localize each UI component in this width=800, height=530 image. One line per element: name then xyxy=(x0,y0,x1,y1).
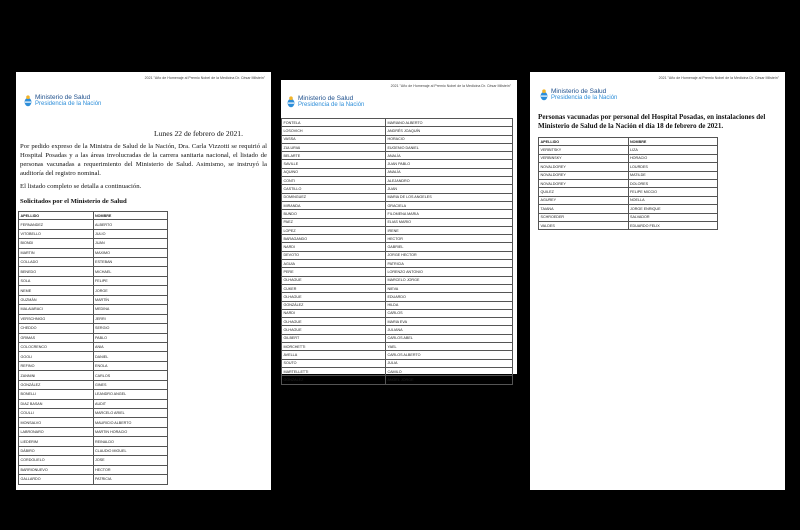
table-row xyxy=(282,367,513,375)
surname-cell: BENEDO xyxy=(19,267,94,276)
logo-presidency: Presidencia de la Nación xyxy=(298,102,365,109)
surname-cell: VASSA xyxy=(282,135,386,143)
table-row xyxy=(282,260,513,268)
column-header-apellido: APELLIDO xyxy=(19,212,94,220)
table-row xyxy=(282,193,513,201)
name-cell: MARCELO JORGE xyxy=(385,276,512,284)
table-row xyxy=(19,333,168,342)
name-cell: JULIO xyxy=(93,229,168,238)
surname-cell: PERE xyxy=(282,268,386,276)
table-row xyxy=(282,376,513,384)
name-cell: MARIA EVA xyxy=(385,318,512,326)
logo-presidency: Presidencia de la Nación xyxy=(551,95,618,102)
surname-cell: CASTILLO xyxy=(282,185,386,193)
surname-cell: ZANNINI xyxy=(19,371,94,380)
name-cell: MATILDE xyxy=(628,171,718,179)
name-cell: JORGE xyxy=(93,286,168,295)
table-row xyxy=(282,177,513,185)
table-row xyxy=(19,437,168,446)
document-page-2 xyxy=(281,80,517,382)
surname-cell: GILBERT xyxy=(282,334,386,342)
name-cell: PABLO xyxy=(93,333,168,342)
table-row xyxy=(282,309,513,317)
surname-cell: VITOBELLO xyxy=(19,229,94,238)
coat-of-arms-icon xyxy=(287,96,295,108)
table-row xyxy=(282,268,513,276)
vaccinated-table-3 xyxy=(538,137,718,230)
table-row xyxy=(539,221,718,229)
name-cell: JOSE xyxy=(93,456,168,465)
ministry-logo xyxy=(287,95,364,109)
surname-cell: PAEZ xyxy=(282,218,386,226)
surname-cell: VERSCHNIGG xyxy=(19,314,94,323)
name-cell: MARTÍN xyxy=(93,295,168,304)
table-row xyxy=(539,154,718,162)
name-cell: ANDRÉS JOAQUÍN xyxy=(385,127,512,135)
table-row xyxy=(282,251,513,259)
name-cell: ANALÍA xyxy=(385,152,512,160)
surname-cell: NEME xyxy=(19,286,94,295)
name-cell: CARLOS xyxy=(93,371,168,380)
name-cell: DANIEL xyxy=(93,352,168,361)
logo-presidency: Presidencia de la Nación xyxy=(35,101,102,108)
name-cell: SERGIO xyxy=(93,324,168,333)
table-row xyxy=(19,456,168,465)
name-cell: MARTIN HORACIO xyxy=(93,427,168,436)
name-cell: GINES xyxy=(93,380,168,389)
name-cell: EDUARDO xyxy=(385,293,512,301)
name-cell: CARLOS xyxy=(385,309,512,317)
surname-cell: BELARTE xyxy=(282,152,386,160)
name-cell: JULIA xyxy=(385,359,512,367)
name-cell: CLAUDIO MIGUEL xyxy=(93,446,168,455)
table-row xyxy=(282,168,513,176)
surname-cell: BIONDI xyxy=(19,239,94,248)
table-row xyxy=(282,293,513,301)
document-page-1 xyxy=(16,72,271,490)
surname-cell: NOVALDOREY xyxy=(539,163,629,171)
name-cell: MAURICIO ALBERTO xyxy=(93,418,168,427)
surname-cell: DOMINGUEZ xyxy=(282,193,386,201)
surname-cell: OLHAGUE xyxy=(282,326,386,334)
surname-cell: NARDI xyxy=(282,309,386,317)
table-row xyxy=(282,243,513,251)
name-cell: ELIAS MARIO xyxy=(385,218,512,226)
table-row xyxy=(282,235,513,243)
table-row xyxy=(19,427,168,436)
surname-cell: ZULURIAI xyxy=(282,143,386,151)
table-row xyxy=(539,188,718,196)
logo-ministry: Ministerio de Salud xyxy=(551,88,607,95)
name-cell: AUDIT xyxy=(93,399,168,408)
table-row xyxy=(19,418,168,427)
table-row xyxy=(19,239,168,248)
name-cell: YAEL xyxy=(385,343,512,351)
table-row xyxy=(19,352,168,361)
surname-cell: DIAZ BASAN xyxy=(19,399,94,408)
name-cell: MEDINA xyxy=(93,305,168,314)
vaccinated-table-2 xyxy=(281,118,513,385)
table-row xyxy=(19,314,168,323)
table-row xyxy=(19,475,168,484)
name-cell: CAMILO xyxy=(385,367,512,375)
section-title: Personas vacunadas por personal del Hospital Posadas, en instalaciones del Ministerio de Salud de la Nación el día 18 de febrero de 2021. xyxy=(538,113,766,130)
table-row xyxy=(539,163,718,171)
surname-cell: DÁBIRO xyxy=(19,446,94,455)
logo-ministry: Ministerio de Salud xyxy=(35,94,91,101)
surname-cell: QUILEZ xyxy=(539,188,629,196)
name-cell: JULIANA xyxy=(385,326,512,334)
name-cell: ANGEL JORGE xyxy=(385,376,512,384)
vaccinated-table-1 xyxy=(18,211,168,485)
table-row xyxy=(19,220,168,229)
surname-cell: MARTELLETTI xyxy=(282,367,386,375)
surname-cell: CUKER xyxy=(282,284,386,292)
name-cell: NIEVA xyxy=(385,284,512,292)
table-row xyxy=(282,301,513,309)
table-row xyxy=(282,218,513,226)
surname-cell: TAIANA xyxy=(539,205,629,213)
name-cell: HECTOR xyxy=(93,465,168,474)
document-page-3 xyxy=(530,72,785,490)
surname-cell: BONELLI xyxy=(19,390,94,399)
name-cell: JERRI xyxy=(93,314,168,323)
name-cell: JUAN xyxy=(385,185,512,193)
name-cell: GRACIELA xyxy=(385,201,512,209)
name-cell: PATRICIA xyxy=(93,475,168,484)
table-row xyxy=(282,127,513,135)
logo-ministry: Ministerio de Salud xyxy=(298,95,354,102)
page-header: 2021 "Año de Homenaje al Premio Nobel de la Medicina Dr. César Milstein" xyxy=(390,84,511,88)
name-cell: ALEJANDRO xyxy=(385,177,512,185)
surname-cell: LIEDERIM xyxy=(19,437,94,446)
name-cell: HECTOR xyxy=(385,235,512,243)
name-cell: CARLOS ABEL xyxy=(385,334,512,342)
table-row xyxy=(19,399,168,408)
name-cell: REINALDO xyxy=(93,437,168,446)
name-cell: NOELLA xyxy=(628,196,718,204)
column-header-nombre: NOMBRE xyxy=(628,138,718,146)
surname-cell: CHEDDO xyxy=(19,324,94,333)
table-row xyxy=(19,465,168,474)
name-cell: ANALÍA xyxy=(385,168,512,176)
surname-cell: AQUINO xyxy=(282,168,386,176)
surname-cell: AGUIA xyxy=(282,260,386,268)
surname-cell: GOOLI xyxy=(19,352,94,361)
surname-cell: MALAIARACI xyxy=(19,305,94,314)
surname-cell: VALDES xyxy=(539,221,629,229)
surname-cell: OLHAGUE xyxy=(282,293,386,301)
name-cell: MARCELO ARIEL xyxy=(93,409,168,418)
surname-cell: COLLADO xyxy=(19,258,94,267)
table-row xyxy=(19,390,168,399)
surname-cell: AGUREY xyxy=(539,196,629,204)
surname-cell: VERBINSKY xyxy=(539,154,629,162)
name-cell: EUGENIO DANIEL xyxy=(385,143,512,151)
surname-cell: DEVOTO xyxy=(282,251,386,259)
name-cell: JUAN PABLO xyxy=(385,160,512,168)
name-cell: FELIPE MICCIO xyxy=(628,188,718,196)
ministry-logo xyxy=(24,94,101,108)
name-cell: HILDA xyxy=(385,301,512,309)
surname-cell: GUZMÁN xyxy=(19,295,94,304)
page-header: 2021 "Año de Homenaje al Premio Nobel de la Medicina Dr. César Milstein" xyxy=(658,76,779,80)
table-row xyxy=(282,160,513,168)
name-cell: LEANDRO ANGEL xyxy=(93,390,168,399)
column-header-apellido: APELLIDO xyxy=(539,138,629,146)
table-row xyxy=(19,286,168,295)
surname-cell: MORCHETTI xyxy=(282,343,386,351)
section-subtitle: Solicitados por el Ministerio de Salud xyxy=(20,198,127,205)
surname-cell: MARTIN xyxy=(19,248,94,257)
name-cell: DOLORES xyxy=(628,179,718,187)
surname-cell: CORDOLIELO xyxy=(19,456,94,465)
surname-cell: LOPEZ xyxy=(282,226,386,234)
surname-cell: MONSALVO xyxy=(19,418,94,427)
table-row xyxy=(539,196,718,204)
surname-cell: GALLARDO xyxy=(19,475,94,484)
table-row xyxy=(19,361,168,370)
surname-cell: COLOCRENCO xyxy=(19,342,94,351)
coat-of-arms-icon xyxy=(24,95,32,107)
surname-cell: OLHAGUE xyxy=(282,276,386,284)
table-row xyxy=(539,205,718,213)
table-row xyxy=(19,248,168,257)
name-cell: FELIPE xyxy=(93,276,168,285)
name-cell: LOURDES xyxy=(628,163,718,171)
table-row xyxy=(282,119,513,127)
surname-cell: SCHROEDER xyxy=(539,213,629,221)
ministry-logo xyxy=(540,88,617,102)
table-row xyxy=(19,342,168,351)
document-date: Lunes 22 de febrero de 2021. xyxy=(154,129,243,138)
table-row xyxy=(282,143,513,151)
table-row xyxy=(539,171,718,179)
name-cell: SALVADOR xyxy=(628,213,718,221)
name-cell: ANIA xyxy=(93,342,168,351)
name-cell: MARIANO ALBERTO xyxy=(385,119,512,127)
name-cell: FILOMENA MARIA xyxy=(385,210,512,218)
surname-cell: COULLI xyxy=(19,409,94,418)
table-row xyxy=(282,276,513,284)
surname-cell: SOLA xyxy=(19,276,94,285)
surname-cell: NOVALDOREY xyxy=(539,179,629,187)
surname-cell: REFINO xyxy=(19,361,94,370)
name-cell: MARIA DE LOS ANGELES xyxy=(385,193,512,201)
table-row xyxy=(19,305,168,314)
name-cell: MICHAEL xyxy=(93,267,168,276)
table-row xyxy=(539,179,718,187)
surname-cell: LOSOVICH xyxy=(282,127,386,135)
name-cell: LIZA xyxy=(628,146,718,154)
coat-of-arms-icon xyxy=(540,89,548,101)
table-row xyxy=(282,284,513,292)
name-cell: IRENE xyxy=(385,226,512,234)
surname-cell: FERNANDEZ xyxy=(19,220,94,229)
table-row xyxy=(19,446,168,455)
name-cell: MAXIMO xyxy=(93,248,168,257)
table-row xyxy=(19,276,168,285)
surname-cell: NOVALDOREY xyxy=(539,171,629,179)
table-row xyxy=(282,185,513,193)
column-header-nombre: NOMBRE xyxy=(93,212,168,220)
table-row xyxy=(19,267,168,276)
table-row xyxy=(282,359,513,367)
surname-cell: GONZALEZ xyxy=(282,376,386,384)
table-row xyxy=(19,324,168,333)
name-cell: JUAN xyxy=(93,239,168,248)
name-cell: ENOLA xyxy=(93,361,168,370)
name-cell: ESTEBAN xyxy=(93,258,168,267)
table-row xyxy=(282,343,513,351)
table-row xyxy=(282,334,513,342)
surname-cell: GONZÁLEZ xyxy=(19,380,94,389)
name-cell: JORGE ENRIQUE xyxy=(628,205,718,213)
name-cell: HORACIO xyxy=(628,154,718,162)
table-row xyxy=(282,135,513,143)
table-row xyxy=(539,146,718,154)
surname-cell: GONZÁLEZ xyxy=(282,301,386,309)
table-row xyxy=(539,213,718,221)
surname-cell: OLHAGUE xyxy=(282,318,386,326)
surname-cell: SAVILLE xyxy=(282,160,386,168)
name-cell: ALBERTO xyxy=(93,220,168,229)
surname-cell: VERBITSKY xyxy=(539,146,629,154)
table-row xyxy=(282,210,513,218)
surname-cell: GRIMAS xyxy=(19,333,94,342)
table-row xyxy=(19,380,168,389)
name-cell: CARLOS ALBERTO xyxy=(385,351,512,359)
table-row xyxy=(282,226,513,234)
table-row xyxy=(19,258,168,267)
table-row xyxy=(19,295,168,304)
table-row xyxy=(282,152,513,160)
name-cell: HORACIO xyxy=(385,135,512,143)
table-row xyxy=(282,318,513,326)
surname-cell: BARAGANDO xyxy=(282,235,386,243)
name-cell: JORGE HECTOR xyxy=(385,251,512,259)
table-row xyxy=(282,351,513,359)
table-row xyxy=(19,229,168,238)
surname-cell: SOUTO xyxy=(282,359,386,367)
intro-paragraph: Por pedido expreso de la Ministra de Salud de la Nación, Dra. Carla Vizzotti se requirió al Hospital Posadas y a las áreas involucradas de la carrera sanitaria nacional, el listado de personas vacunadas a requerimiento del Ministerio de Salud. Asimismo, se instruyó la auditoría del registro nominal. xyxy=(20,143,267,177)
surname-cell: LABRONARO xyxy=(19,427,94,436)
table-row xyxy=(19,409,168,418)
table-row xyxy=(282,201,513,209)
surname-cell: CONTI xyxy=(282,177,386,185)
surname-cell: BARRIONUEVO xyxy=(19,465,94,474)
surname-cell: NARDI xyxy=(282,243,386,251)
surname-cell: MIRANDA xyxy=(282,201,386,209)
name-cell: PATRICIA xyxy=(385,260,512,268)
surname-cell: BUNDO xyxy=(282,210,386,218)
name-cell: EDUARDO FELIX xyxy=(628,221,718,229)
surname-cell: FONTELA xyxy=(282,119,386,127)
table-row xyxy=(19,371,168,380)
name-cell: GABRIEL xyxy=(385,243,512,251)
surname-cell: AVELLA xyxy=(282,351,386,359)
name-cell: LORENZO ANTONIO xyxy=(385,268,512,276)
table-row xyxy=(282,326,513,334)
intro-paragraph-2: El listado completo se detalla a continuación. xyxy=(20,183,142,190)
page-header: 2021 "Año de Homenaje al Premio Nobel de la Medicina Dr. César Milstein" xyxy=(144,76,265,80)
